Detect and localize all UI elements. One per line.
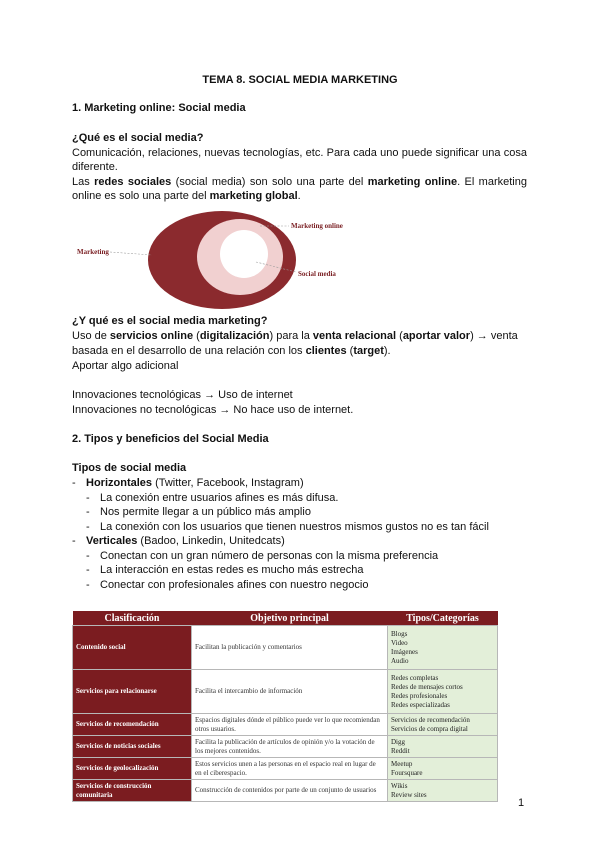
question-what-is-social-media: ¿Qué es el social media? [72,132,204,144]
table-row [73,780,498,802]
verticales-sub-1-text: Conectan con un gran número de personas con la misma preferencia [100,550,439,562]
social-media-label: Social media [298,270,336,278]
section-1-heading: 1. Marketing online: Social media [72,102,246,114]
header-classification: Clasificación [73,611,192,626]
section-2-heading: 2. Tipos y beneficios del Social Media [72,433,269,445]
innovation-tech: Innovaciones tecnológicas → Uso de internet [72,389,293,401]
horizontales-sub-1: - [86,492,90,504]
marketing-online-label: Marketing online [291,222,343,230]
page-title: TEMA 8. SOCIAL MEDIA MARKETING [202,74,398,86]
paragraph-add-value: Aportar algo adicional [72,360,179,372]
table-header-row [73,611,498,626]
horizontales-sub-1-text: La conexión entre usuarios afines es más difusa. [100,492,339,504]
categories-cell: Wikis Review sites [388,780,498,802]
classification-cell: Servicios de construcción comunitaria [73,780,192,802]
paragraph-smm-line-1: Uso de servicios online (digitalización) para la venta relacional (aportar valor) → venta [72,330,518,342]
horizontales-sub-3: - [86,521,90,533]
objective-cell: Construcción de contenidos por parte de un conjunto de usuarios [192,780,388,802]
paragraph-smm-line-2: basada en el desarrollo de una relación con los clientes (target). [72,345,391,357]
horizontales-sub-2: - [86,506,90,518]
categories-cell: Servicios de recomendación Servicios de compra digital [388,714,498,736]
classification-cell: Servicios de recomendación [73,714,192,736]
question-social-media-marketing: ¿Y qué es el social media marketing? [72,315,268,327]
verticales-item: Verticales (Badoo, Linkedin, Unitedcats) [86,535,285,547]
objective-cell: Estos servicios unen a las personas en el espacio real en lugar de en el ciberespacio. [192,758,388,780]
marketing-nested-circles-diagram [60,210,360,310]
table-row [73,758,498,780]
verticales-sub-2-text: La interacción en estas redes es mucho más estrecha [100,564,364,576]
table-row [73,714,498,736]
categories-cell: Blogs Video Imágenes Audio [388,626,498,670]
paragraph-social-networks: Las redes sociales (social media) son solo una parte del marketing online. El marketing online es solo una parte del marketing global. [72,176,527,202]
bullet-dash: - [72,477,76,489]
marketing-label: Marketing [77,248,109,256]
objective-cell: Facilita la publicación de artículos de opinión y/o la votación de los mejores contenidos. [192,736,388,758]
horizontales-sub-2-text: Nos permite llegar a un público más amplio [100,506,311,518]
header-types-categories: Tipos/Categorías [388,611,498,626]
social-media-circle [220,230,268,278]
types-subheading: Tipos de social media [72,462,187,474]
horizontales-item: Horizontales (Twitter, Facebook, Instagram) [86,477,304,489]
bullet-dash: - [72,535,76,547]
classification-cell: Servicios para relacionarse [73,670,192,714]
paragraph-definition: Comunicación, relaciones, nuevas tecnologías, etc. Para cada uno puede significar una cosa diferente. [72,147,527,173]
categories-cell: Digg Reddit [388,736,498,758]
verticales-sub-3-text: Conectar con profesionales afines con nuestro negocio [100,579,369,591]
horizontales-sub-3-text: La conexión con los usuarios que tienen nuestros mismos gustos no es tan fácil [100,521,489,533]
classification-table [72,611,498,802]
verticales-sub-3: - [86,579,90,591]
objective-cell: Facilita el intercambio de información [192,670,388,714]
table-row [73,736,498,758]
objective-cell: Espacios digitales dónde el público puede ver lo que recomiendan otros usuarios. [192,714,388,736]
header-main-objective: Objetivo principal [192,611,388,626]
classification-cell: Servicios de geolocalización [73,758,192,780]
verticales-sub-1: - [86,550,90,562]
objective-cell: Facilitan la publicación y comentarios [192,626,388,670]
table-row [73,670,498,714]
classification-cell: Contenido social [73,626,192,670]
page-number: 1 [518,797,525,809]
categories-cell: Redes completas Redes de mensajes cortos Redes profesionales Redes especializadas [388,670,498,714]
classification-cell: Servicios de noticias sociales [73,736,192,758]
innovation-non-tech: Innovaciones no tecnológicas → No hace uso de internet. [72,404,354,416]
verticales-sub-2: - [86,564,90,576]
categories-cell: Meetup Foursquare [388,758,498,780]
table-row [73,626,498,670]
